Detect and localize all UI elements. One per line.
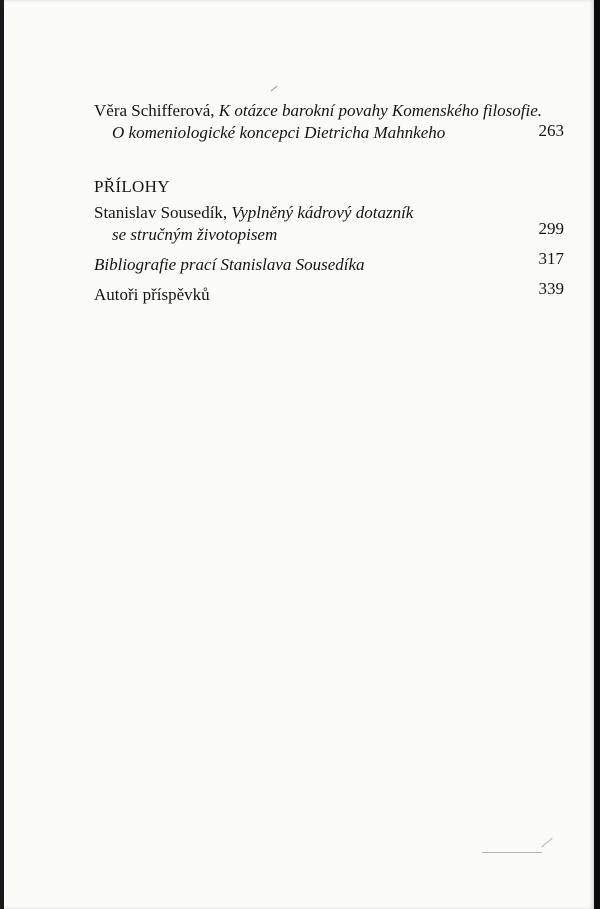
toc-entry-bibliografie: [94, 254, 574, 276]
toc-entry-schifferova: [94, 100, 574, 144]
toc-entry-title: Vyplněný kádrový dotazník: [231, 203, 414, 222]
toc-entry-author: Věra Schifferová,: [94, 101, 219, 120]
toc-page-number: 263: [538, 121, 564, 140]
section-heading-prilohy: PŘÍLOHY: [94, 177, 170, 196]
page-edge-shadow: [594, 0, 600, 909]
toc-entry-title-continued: O komeniologické koncepci Dietricha Mahnkeho: [112, 123, 446, 142]
toc-entry-sousedik: [94, 202, 574, 246]
toc-entry-title: Bibliografie prací Stanislava Sousedíka: [94, 255, 365, 274]
scan-speck: [482, 852, 542, 853]
toc-entry-autori: [94, 284, 574, 306]
toc-page-number: 299: [538, 219, 564, 238]
scan-speck: [541, 838, 552, 848]
book-page: [4, 0, 594, 909]
toc-page-number: 317: [538, 249, 564, 268]
toc-entry-title: K otázce barokní povahy Komenského filosofie.: [218, 101, 543, 120]
scan-speck: [271, 86, 278, 92]
toc-page-number: 339: [538, 279, 564, 298]
toc-entry-title-continued: se stručným životopisem: [112, 225, 278, 244]
toc-entry-author: Stanislav Sousedík,: [94, 203, 232, 222]
toc-entry-title: Autoři příspěvků: [94, 285, 210, 304]
